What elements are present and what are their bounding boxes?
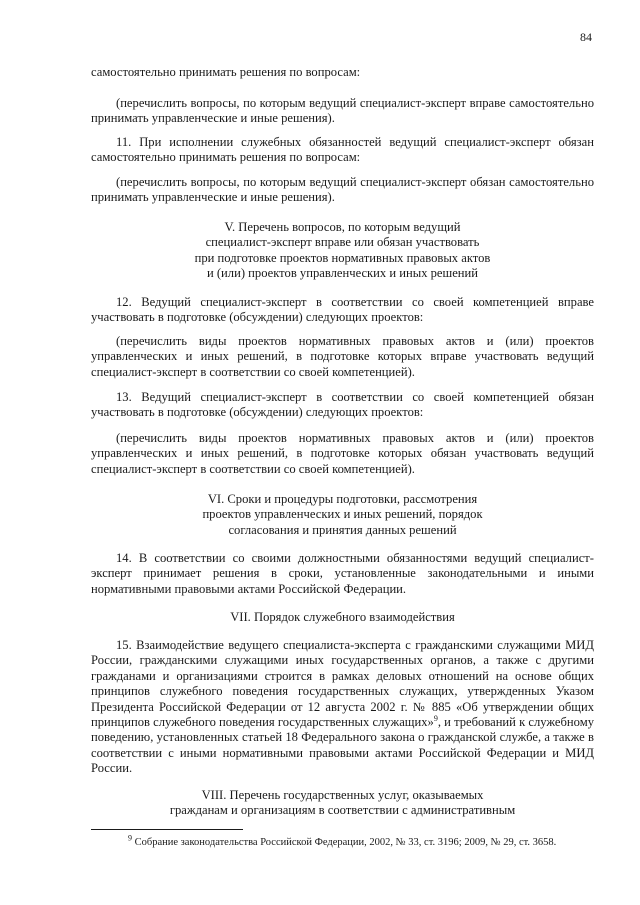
section-heading-vii: VII. Порядок служебного взаимодействия: [230, 610, 455, 624]
footnote-divider: [91, 829, 243, 830]
section-heading-vi: VI. Сроки и процедуры подготовки, рассмотрения проектов управленческих и иных решений, порядок согласования и принятия данных решений: [202, 492, 483, 537]
paragraph-15: [91, 638, 594, 777]
paragraph-13: 13. Ведущий специалист-эксперт в соответствии со своей компетенцией обязан участвовать в подготовке (обсуждении) следующих проектов:: [91, 390, 594, 420]
paragraph-12: 12. Ведущий специалист-эксперт в соответствии со своей компетенцией вправе участвовать в подготовке (обсуждении) следующих проектов:: [91, 295, 594, 325]
paragraph-note-13: (перечислить виды проектов нормативных правовых актов и (или) проектов управленческих и иных решений, в подготовке которых обязан участвовать ведущий специалист-эксперт в соответствии со своей компетенцией).: [91, 431, 594, 476]
section-heading-v: V. Перечень вопросов, по которым ведущий специалист-эксперт вправе или обязан участвовать при подготовке проектов нормативных правовых актов и (или) проектов управленческих и иных решений: [194, 220, 491, 281]
paragraph-note-10: (перечислить вопросы, по которым ведущий специалист-эксперт вправе самостоятельно принимать управленческие и иные решения).: [91, 96, 594, 126]
footnote-ref: 9: [433, 713, 438, 723]
section-heading-viii: VIII. Перечень государственных услуг, оказываемых гражданам и организациям в соответствии с административным: [169, 788, 516, 818]
page-number: 84: [580, 30, 592, 44]
footnote-marker: 9: [128, 833, 132, 843]
footnote: [128, 833, 598, 849]
footnote-text: Собрание законодательства Российской Федерации, 2002, № 33, ст. 3196; 2009, № 29, ст. 3658.: [132, 837, 557, 848]
paragraph-15-part-2: , и требований к служебному поведению, установленных статьей 18 Федерального закона о гражданской службе, а также в соответствии с иными нормативными правовыми актами Российской Федерации и МИД России.: [91, 715, 594, 776]
paragraph-15-part-1: 15. Взаимодействие ведущего специалиста-эксперта с гражданскими служащими МИД России, гражданскими служащими иных государственных органов, а также с другими гражданами и организациями строится в рамках деловых отношений на основе общих принципов служебного поведения государственных служащих, утвержденных Указом Президента Российской Федерации от 12 августа 2002 г. № 885 «Об утверждении общих принципов служебного поведения государственных служащих»: [91, 638, 594, 730]
paragraph-note-12: (перечислить виды проектов нормативных правовых актов и (или) проектов управленческих и иных решений, в подготовке которых вправе участвовать ведущий специалист-эксперт в соответствии со своей компетенцией).: [91, 334, 594, 379]
paragraph-14: 14. В соответствии со своими должностными обязанностями ведущий специалист-эксперт принимает решения в сроки, установленные законодательными и иными нормативными правовыми актами Российской Федерации.: [91, 551, 594, 596]
paragraph-note-11: (перечислить вопросы, по которым ведущий специалист-эксперт обязан самостоятельно принимать управленческие и иные решения).: [91, 175, 594, 205]
paragraph-continuation: самостоятельно принимать решения по вопросам:: [91, 65, 361, 79]
paragraph-11: 11. При исполнении служебных обязанностей ведущий специалист-эксперт обязан самостоятельно принимать решения по вопросам:: [91, 135, 594, 165]
